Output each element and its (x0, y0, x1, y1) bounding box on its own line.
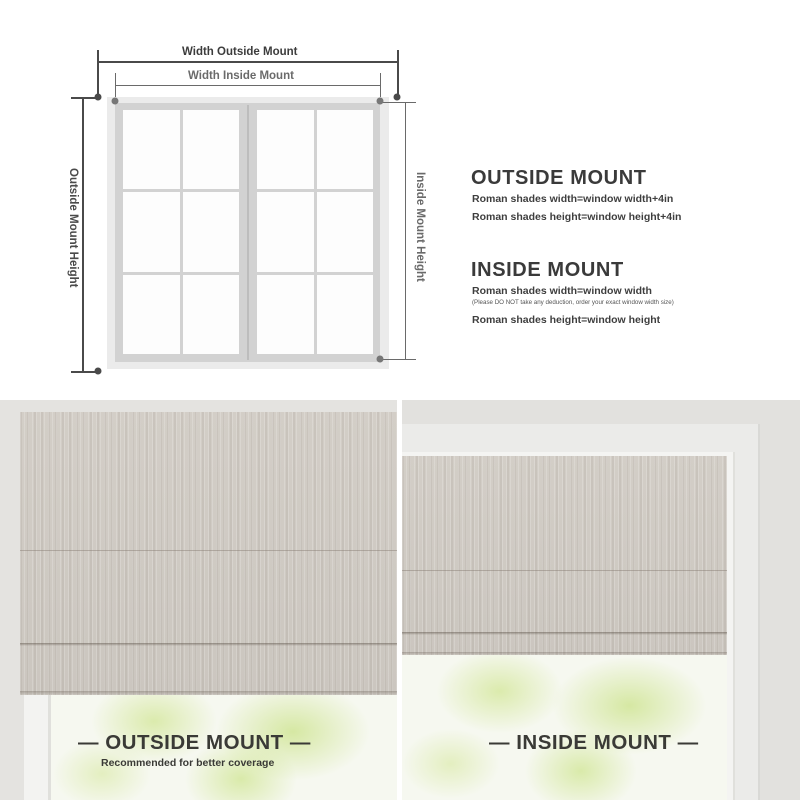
shade-hem-shadow (20, 691, 397, 695)
shade-fold-shadow (402, 632, 727, 635)
inside-mount-photo-title: — INSIDE MOUNT — (489, 731, 699, 754)
outside-mount-photo (0, 400, 397, 800)
outside-mount-photo-title: — OUTSIDE MOUNT — (78, 731, 311, 754)
inside-height-tick-bottom (380, 359, 416, 360)
width-inside-mount-line (115, 85, 381, 86)
inside-mount-note: (Please DO NOT take any deduction, order your exact window width size) (472, 299, 674, 306)
inside-height-line (405, 102, 406, 360)
inside-mount-photo (402, 400, 800, 800)
outside-mount-height-rule: Roman shades height=window height+4in (472, 211, 682, 223)
inside-mount-height-rule: Roman shades height=window height (472, 314, 661, 326)
window-pane (123, 110, 180, 189)
inside-mount-heading: INSIDE MOUNT (471, 259, 624, 281)
shade-hem-shadow (402, 652, 727, 655)
roman-shade-fabric (402, 456, 727, 655)
width-outside-mount-line (97, 61, 398, 63)
width-outside-tick-right (397, 50, 399, 97)
width-inside-mount-label: Width Inside Mount (188, 70, 294, 82)
window-pane (317, 275, 374, 354)
window-sill-edge (48, 695, 51, 800)
window-pane (257, 275, 314, 354)
width-outside-tick-left (97, 50, 99, 97)
outside-height-line (82, 97, 84, 372)
window-pane (183, 192, 240, 271)
outside-mount-height-label: Outside Mount Height (67, 168, 79, 288)
anchor-dot (95, 94, 102, 101)
window-pane (317, 110, 374, 189)
window-pane (317, 192, 374, 271)
inside-height-tick-top (380, 102, 416, 103)
window-pane (257, 192, 314, 271)
window-pane (183, 110, 240, 189)
width-inside-tick-left (115, 73, 116, 100)
anchor-dot (112, 98, 119, 105)
outside-mount-heading: OUTSIDE MOUNT (471, 167, 647, 189)
window-pane (183, 275, 240, 354)
outside-mount-photo-subtitle: Recommended for better coverage (101, 757, 275, 769)
outside-mount-width-rule: Roman shades width=window width+4in (472, 193, 674, 205)
shade-fold-line (402, 570, 727, 571)
anchor-dot (394, 94, 401, 101)
width-outside-mount-label: Width Outside Mount (182, 46, 298, 58)
window-pane (123, 192, 180, 271)
window-pane (123, 275, 180, 354)
roman-shade-fabric (20, 412, 397, 695)
inside-mount-height-label: Inside Mount Height (414, 172, 426, 282)
garden-view (402, 655, 727, 800)
shade-fold-line (20, 550, 397, 551)
window-mullion (247, 105, 249, 360)
anchor-dot (377, 98, 384, 105)
inside-mount-width-rule: Roman shades width=window width (472, 285, 652, 297)
window-sash-left (123, 110, 239, 354)
shade-fold-shadow (20, 643, 397, 646)
anchor-dot (95, 368, 102, 375)
window-pane (257, 110, 314, 189)
window-sash-right (257, 110, 373, 354)
photo-divider (397, 400, 402, 800)
width-inside-tick-right (380, 73, 381, 100)
anchor-dot (377, 356, 384, 363)
